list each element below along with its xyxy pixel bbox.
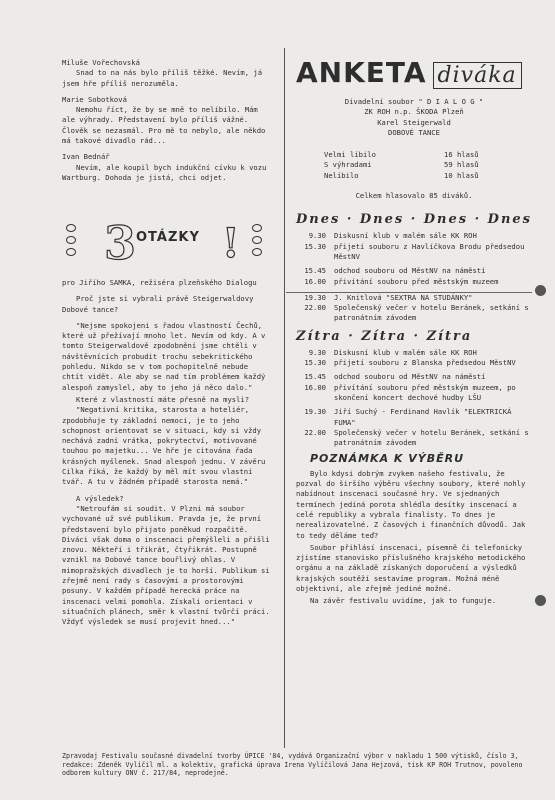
note-paragraph: Na závěr festivalu uvidíme, jak to funguje. — [310, 596, 497, 606]
respondent-answer: Snad to na nás bylo příliš těžké. Nevím, já jsem hře příliš nerozuměla. — [62, 68, 263, 88]
ensemble-org: ZK ROH n.p. ŠKODA Plzeň — [364, 107, 464, 117]
vote-total: Celkem hlasovalo 85 diváků. — [355, 191, 473, 201]
respondent-name: Marie Sobotková — [62, 94, 127, 104]
schedule-item: 22.00 Společenský večer v hotelu Beránek, setkání s patronátním závodem — [304, 303, 529, 323]
respondent-answer: Nemohu říct, že by se mně to nelíbilo. Mám ale výhrady. Představení bylo příliš vážné. Člověk se nezasmál. Pro mě to nebylo, ale někdo má takové divadlo rád... — [62, 105, 266, 146]
schedule-item: 9.30 Diskusní klub v malém sále KK ROH — [308, 231, 477, 241]
vote-results — [324, 150, 532, 181]
interview-answer: "Negativní kritika, starosta a hoteliér, zpodobňuje ty základní nemoci, je to jeho schopnost orientovat se v situaci, kdy si vždy nechává zadní vrátka, pokrytectví, motivované touhou po majetku... Ve hře je citována řada krásných myšlenek. Snad alespoň jednu. V závěru Cilka říká, že každý by měl mít svou vlastní tvář. A tu v žádném případě starosta nemá." — [62, 405, 266, 487]
interview-question: A výsledek? — [76, 493, 124, 503]
three-questions-heading — [64, 216, 264, 270]
exclamation-mark: ! — [222, 220, 240, 267]
imprint-footer: Zpravodaj Festivalu současné divadelní tvorby ÚPICE '84, vydává Organizační výbor v nakladu 1 500 výtisků, číslo 3, redakce: Zdeněk Vylíčil ml. a kolektiv, grafická úprava Irena Vylíčilová Jana Hejzová, tisk KP ROH Trutnov, povoleno odborem kultury ONV č. 217/84, neprodejné. — [62, 752, 523, 778]
interview-question: Proč jste si vybrali právě Steigerwaldovy Dobové tance? — [62, 294, 254, 314]
schedule-item: 15.30 přijetí souboru z Havlíčkova Brodu předsedou MěstNV — [304, 241, 525, 261]
left-column — [62, 58, 274, 183]
schedule-item: 9.30 Diskusní klub v malém sále KK ROH — [308, 347, 477, 357]
schedule-item: 19.30 J. Knitlová "SEXTRA NA STUDÁNKY" — [304, 292, 473, 302]
tomorrow-heading: Zítra · Zítra · Zítra — [296, 328, 473, 344]
number-three: 3 — [104, 216, 137, 270]
schedule-item: 22.00 Společenský večer v hotelu Beránek, setkání s patronátním závodem — [304, 427, 529, 448]
schedule-item: 16.00 přivítání souboru před městským muzeem, po skončení koncert dechové hudby LŠU — [304, 382, 516, 402]
interview — [62, 278, 274, 628]
play-title: DOBOVÉ TANCE — [388, 127, 440, 137]
survey-title-main: ANKETA — [296, 56, 427, 89]
punch-hole — [535, 595, 546, 606]
vote-row: Nelíbilo 10 hlasů — [324, 170, 479, 180]
schedule-item: 15.45 odchod souboru od MěstNV na náměstí — [304, 372, 486, 382]
schedule-item: 16.00 přivítání souboru před městským muzeem — [304, 276, 499, 286]
today-heading: Dnes · Dnes · Dnes · Dnes — [296, 212, 532, 228]
vote-row: S výhradami 59 hlasů — [324, 160, 479, 170]
schedule-item: 19.30 Jiří Suchý - Ferdinand Havlík "ELEKTRICKÁ FUMA" — [304, 407, 512, 427]
interview-question: Které z vlastností máte přesně na mysli? — [76, 394, 250, 404]
interview-intro: pro Jiřího SAMKA, režiséra plzeňského Dialogu — [62, 278, 257, 287]
respondent-name: Ivan Bednář — [62, 152, 110, 162]
column-divider — [284, 48, 285, 748]
play-author: Karel Steigerwald — [377, 117, 451, 127]
survey-title-sub: diváka — [433, 62, 522, 89]
schedule-item: 15.45 odchod souboru od MěstNV na náměstí — [304, 266, 486, 276]
note-heading: POZNÁMKA K VÝBĚRU — [310, 452, 465, 466]
survey-title — [296, 58, 532, 91]
interview-answer: "Netroufám si soudit. V Plzni má soubor vychované už své publikum. Pravda je, že první představení bylo přijato poněkud rozpačitě. Diváci však doma o inscenaci přemýšleli a přišli znovu. Někteří i třikrát, čtyřikrát. Postupně vznikl na Dobové tance bouřlivý ohlas. V mimopražských divadlech je to horší. Publikum si zřejmě není rady s časovými a prostorovými posuny. V každém případě herecká práce na inscenaci velmi pomohla. Získali orientaci v situačních plánech, směr k vlastní tvůrčí práci. Vždyť výsledek se musí projevit hned..." — [62, 503, 270, 627]
right-column — [296, 58, 532, 607]
ensemble-name: Divadelní soubor " D I A L O G " — [344, 97, 484, 106]
vote-row: Velmi líbilo 16 hlasů — [324, 150, 479, 160]
note-paragraph: Soubor přihlásí inscenaci, písemně či telefonicky zjistíme stanovisko příslušného krajského metodického orgánu a na základě získaných doporučení a výsledků krajských soutěží sestavíme program. Možná méně objektivní, ale zřejmě jediné možné. — [296, 542, 526, 593]
tomorrow-schedule — [296, 348, 532, 449]
respondent-name: Miluše Vořechovská — [62, 58, 140, 67]
interview-answer: "Nejsme spokojeni s řadou vlastností Čechů, které už přežívají mnoho let. Nevím od kdy. A v tomto Steigerwaldově zpodobnění jsme chtěli v návštěvnících probudit trochu sebekritického pohledu. Nikdo se v tom pochopitelně nebude chtít vidět. Ale aby se nad tím problémem každý alespoň zamyslel, aby to jeho já něco dalo." — [62, 320, 266, 392]
schedule-item: 15.30 přijetí souboru z Blanska předsedou MěstNV — [304, 358, 516, 368]
note-paragraph: Bylo kdysi dobrým zvykem našeho festivalu, že pozval do širšího výběru všechny soubory, které nohly nabídnout inscenaci současné hry. Ve sjednaných termínech jediná porota shlédla desítky inscenací a celé republiky a vybrala finalisty. To dnes je nerealizovatelné. Z časových i finančních důvodů. Jak to tedy děláme teď? — [296, 468, 526, 540]
today-schedule — [296, 231, 532, 323]
punch-hole — [535, 285, 546, 296]
respondent-answer: Nevím, ale koupil bych indukční cívku k vozu Wartburg. Dohoda je jistá, chci odjet. — [62, 162, 267, 182]
heading-word: OTÁZKY — [136, 230, 200, 245]
